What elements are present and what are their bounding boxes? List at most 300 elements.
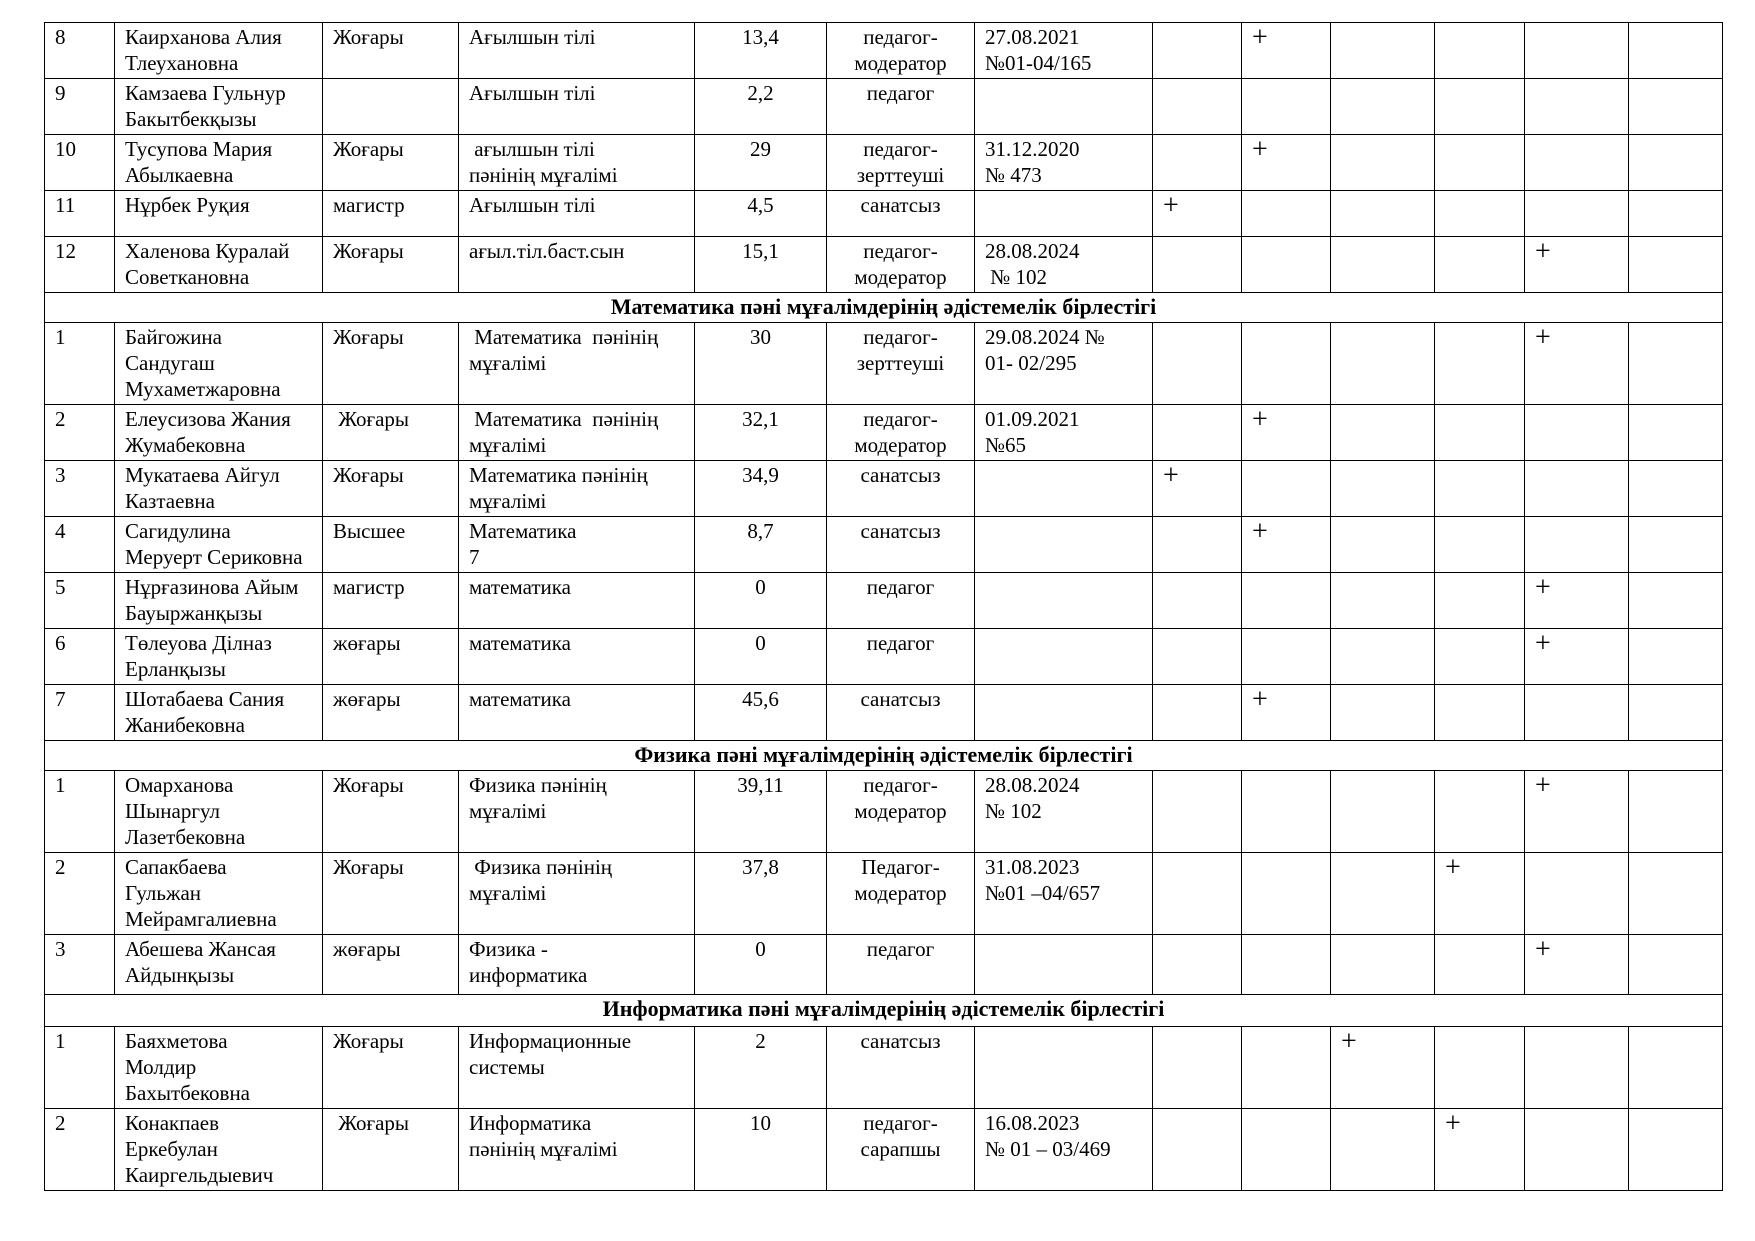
teacher-name-line: Казтаевна: [125, 489, 215, 513]
qualification-category: [827, 935, 975, 995]
section-header-physics: [45, 741, 1723, 771]
mark-cell-6: [1629, 23, 1723, 79]
row-number: 9: [45, 79, 115, 135]
mark-cell-4: [1435, 405, 1525, 461]
order-date-number: [975, 935, 1153, 995]
mark-cell-5: [1525, 23, 1629, 79]
mark-cell-2: [1242, 237, 1331, 293]
qualification-category: [827, 629, 975, 685]
subject: [459, 79, 695, 135]
teacher-name-line: Сагидулина: [125, 519, 231, 543]
order-line: №01-04/165: [985, 51, 1092, 75]
row-number: 1: [45, 771, 115, 853]
subject-line: Математика пәнінің: [469, 407, 659, 431]
mark-cell-6: [1629, 573, 1723, 629]
row-number: 10: [45, 135, 115, 191]
mark-cell-2: [1242, 1109, 1331, 1191]
category-line: педагог-: [863, 407, 938, 431]
table-row: [45, 461, 1723, 517]
table-row: [45, 1109, 1723, 1191]
teacher-name-line: Айдынқызы: [125, 963, 235, 987]
mark-cell-5: [1525, 79, 1629, 135]
mark-cell-4: [1435, 573, 1525, 629]
subject: [459, 405, 695, 461]
mark-cell-5: [1525, 135, 1629, 191]
teacher-name: [115, 405, 323, 461]
order-date-number: [975, 853, 1153, 935]
section-title: Информатика пәні мұғалімдерінің әдістемелік бірлестігі: [45, 995, 1723, 1027]
category-line: модератор: [854, 799, 947, 823]
mark-cell-2: [1242, 323, 1331, 405]
teacher-name-line: Советкановна: [125, 265, 250, 289]
teacher-name: [115, 573, 323, 629]
row-number: 4: [45, 517, 115, 573]
order-date-number: [975, 1109, 1153, 1191]
subject-line: информатика: [469, 963, 588, 987]
order-line: 01.09.2021: [985, 407, 1080, 431]
mark-cell-4: [1435, 237, 1525, 293]
teacher-name: [115, 79, 323, 135]
mark-cell-3: +: [1331, 1027, 1435, 1109]
experience-years: 45,6: [695, 685, 827, 741]
mark-cell-4: [1435, 629, 1525, 685]
order-date-number: [975, 191, 1153, 237]
row-number: 5: [45, 573, 115, 629]
qualification-category: [827, 517, 975, 573]
experience-years: 37,8: [695, 853, 827, 935]
subject-line: ағыл.тіл.баст.сын: [469, 239, 625, 263]
teacher-name: [115, 771, 323, 853]
teacher-name-line: Елеусизова Жания: [125, 407, 291, 431]
order-line: №01 –04/657: [985, 881, 1101, 905]
category-line: санатсыз: [860, 463, 941, 487]
subject: [459, 461, 695, 517]
order-line: № 102: [985, 265, 1048, 289]
subject-line: Физика -: [469, 937, 548, 961]
mark-cell-6: [1629, 629, 1723, 685]
row-number: 8: [45, 23, 115, 79]
order-date-number: [975, 685, 1153, 741]
row-number: 12: [45, 237, 115, 293]
mark-cell-3: [1331, 405, 1435, 461]
mark-cell-5: [1525, 685, 1629, 741]
category-line: педагог-: [863, 325, 938, 349]
teachers-table: [44, 22, 1723, 1191]
subject-line: мұғалімі: [469, 351, 547, 375]
mark-cell-3: [1331, 771, 1435, 853]
teacher-name-line: Тлеухановна: [125, 51, 239, 75]
teacher-name: [115, 23, 323, 79]
mark-cell-5: [1525, 517, 1629, 573]
mark-cell-4: +: [1435, 1109, 1525, 1191]
mark-cell-1: [1153, 685, 1242, 741]
mark-cell-3: [1331, 191, 1435, 237]
mark-cell-2: [1242, 853, 1331, 935]
row-number: 2: [45, 853, 115, 935]
mark-cell-2: +: [1242, 405, 1331, 461]
education-level: Высшее: [323, 517, 459, 573]
mark-cell-5: +: [1525, 935, 1629, 995]
education-level: Жоғары: [323, 323, 459, 405]
teacher-name-line: Шотабаева Сания: [125, 687, 285, 711]
subject-line: мұғалімі: [469, 489, 547, 513]
subject-line: мұғалімі: [469, 799, 547, 823]
table-row: [45, 135, 1723, 191]
education-level: магистр: [323, 573, 459, 629]
qualification-category: [827, 685, 975, 741]
order-date-number: [975, 23, 1153, 79]
subject: [459, 629, 695, 685]
category-line: Педагог-: [861, 855, 940, 879]
table-row: [45, 79, 1723, 135]
table-row: [45, 935, 1723, 995]
mark-cell-2: [1242, 629, 1331, 685]
education-level: [323, 79, 459, 135]
mark-cell-4: [1435, 461, 1525, 517]
mark-cell-3: [1331, 573, 1435, 629]
teacher-name-line: Каиргельдыевич: [125, 1163, 274, 1187]
experience-years: 2,2: [695, 79, 827, 135]
category-line: педагог-: [863, 239, 938, 263]
mark-cell-1: [1153, 135, 1242, 191]
teacher-name: [115, 685, 323, 741]
order-line: 16.08.2023: [985, 1111, 1080, 1135]
teacher-name: [115, 323, 323, 405]
category-line: модератор: [854, 265, 947, 289]
order-line: №65: [985, 433, 1027, 457]
education-level: Жоғары: [323, 853, 459, 935]
teacher-name-line: Камзаева Гульнур: [125, 81, 286, 105]
mark-cell-4: [1435, 1027, 1525, 1109]
subject: [459, 573, 695, 629]
education-level: Жоғары: [323, 771, 459, 853]
order-line: 28.08.2024: [985, 239, 1080, 263]
teacher-name: [115, 191, 323, 237]
mark-cell-2: [1242, 461, 1331, 517]
education-level: Жоғары: [323, 405, 459, 461]
experience-years: 32,1: [695, 405, 827, 461]
mark-cell-4: +: [1435, 853, 1525, 935]
order-date-number: [975, 405, 1153, 461]
category-line: сарапшы: [860, 1137, 941, 1161]
teacher-name: [115, 1027, 323, 1109]
teacher-name-line: Жанибековна: [125, 713, 245, 737]
mark-cell-3: [1331, 237, 1435, 293]
mark-cell-3: [1331, 935, 1435, 995]
category-line: педагог-: [863, 773, 938, 797]
qualification-category: [827, 323, 975, 405]
experience-years: 39,11: [695, 771, 827, 853]
mark-cell-2: [1242, 935, 1331, 995]
table-row: [45, 771, 1723, 853]
order-line: 01- 02/295: [985, 351, 1077, 375]
subject: [459, 771, 695, 853]
subject-line: Математика пәнінің: [469, 463, 648, 487]
order-line: 28.08.2024: [985, 773, 1080, 797]
mark-cell-4: [1435, 771, 1525, 853]
mark-cell-2: +: [1242, 135, 1331, 191]
category-line: педагог: [866, 631, 935, 655]
mark-cell-2: [1242, 79, 1331, 135]
mark-cell-2: +: [1242, 517, 1331, 573]
teacher-name: [115, 935, 323, 995]
teacher-name: [115, 517, 323, 573]
table-row: [45, 237, 1723, 293]
subject-line: ағылшын тілі: [469, 137, 595, 161]
order-date-number: [975, 1027, 1153, 1109]
mark-cell-5: [1525, 1109, 1629, 1191]
teacher-name-line: Сандугаш: [125, 351, 215, 375]
qualification-category: [827, 1027, 975, 1109]
education-level: жөғары: [323, 685, 459, 741]
mark-cell-4: [1435, 517, 1525, 573]
mark-cell-1: [1153, 405, 1242, 461]
experience-years: 13,4: [695, 23, 827, 79]
table-row: [45, 517, 1723, 573]
education-level: магистр: [323, 191, 459, 237]
mark-cell-4: [1435, 685, 1525, 741]
teacher-name-line: Төлеуова Ділназ: [125, 631, 272, 655]
order-line: № 01 – 03/469: [985, 1137, 1111, 1161]
mark-cell-5: [1525, 1027, 1629, 1109]
category-line: педагог-: [863, 1111, 938, 1135]
order-line: 31.12.2020: [985, 137, 1080, 161]
mark-cell-4: [1435, 23, 1525, 79]
mark-cell-2: [1242, 573, 1331, 629]
category-line: санатсыз: [860, 193, 941, 217]
education-level: Жоғары: [323, 1109, 459, 1191]
mark-cell-3: [1331, 79, 1435, 135]
mark-cell-6: [1629, 323, 1723, 405]
teacher-name-line: Бауыржанқызы: [125, 601, 263, 625]
teacher-name-line: Бакытбекқызы: [125, 107, 257, 131]
order-date-number: [975, 629, 1153, 685]
mark-cell-5: +: [1525, 629, 1629, 685]
order-date-number: [975, 237, 1153, 293]
subject-line: Физика пәнінің: [469, 855, 613, 879]
subject: [459, 1027, 695, 1109]
row-number: 11: [45, 191, 115, 237]
teacher-name-line: Каирханова Алия: [125, 25, 282, 49]
teacher-name-line: Меруерт Сериковна: [125, 545, 303, 569]
mark-cell-5: +: [1525, 323, 1629, 405]
table-row: [45, 853, 1723, 935]
mark-cell-3: [1331, 853, 1435, 935]
mark-cell-2: [1242, 771, 1331, 853]
education-level: жөғары: [323, 935, 459, 995]
table-row: [45, 573, 1723, 629]
row-number: 7: [45, 685, 115, 741]
table-row: [45, 191, 1723, 237]
mark-cell-1: [1153, 323, 1242, 405]
mark-cell-5: +: [1525, 573, 1629, 629]
subject: [459, 323, 695, 405]
mark-cell-3: [1331, 517, 1435, 573]
order-date-number: [975, 461, 1153, 517]
order-line: № 102: [985, 799, 1042, 823]
mark-cell-3: [1331, 1109, 1435, 1191]
qualification-category: [827, 191, 975, 237]
education-level: Жоғары: [323, 461, 459, 517]
row-number: 2: [45, 1109, 115, 1191]
qualification-category: [827, 461, 975, 517]
teacher-name-line: Молдир: [125, 1055, 197, 1079]
mark-cell-4: [1435, 323, 1525, 405]
mark-cell-1: +: [1153, 461, 1242, 517]
row-number: 1: [45, 1027, 115, 1109]
teacher-name-line: Нұрғазинова Айым: [125, 575, 299, 599]
subject: [459, 135, 695, 191]
order-date-number: [975, 517, 1153, 573]
experience-years: 0: [695, 935, 827, 995]
education-level: Жоғары: [323, 23, 459, 79]
education-level: Жоғары: [323, 1027, 459, 1109]
mark-cell-6: [1629, 79, 1723, 135]
order-line: 31.08.2023: [985, 855, 1080, 879]
teacher-name-line: Сапакбаева: [125, 855, 227, 879]
teacher-name-line: Бахытбековна: [125, 1081, 251, 1105]
teacher-name-line: Нұрбек Руқия: [125, 193, 250, 217]
mark-cell-4: [1435, 935, 1525, 995]
mark-cell-1: [1153, 237, 1242, 293]
mark-cell-5: +: [1525, 771, 1629, 853]
table-row: [45, 685, 1723, 741]
section-header-math: [45, 293, 1723, 323]
mark-cell-1: [1153, 573, 1242, 629]
mark-cell-1: [1153, 1109, 1242, 1191]
order-date-number: [975, 79, 1153, 135]
category-line: педагог: [866, 575, 935, 599]
category-line: санатсыз: [860, 519, 941, 543]
mark-cell-5: [1525, 405, 1629, 461]
mark-cell-1: +: [1153, 191, 1242, 237]
experience-years: 34,9: [695, 461, 827, 517]
mark-cell-1: [1153, 771, 1242, 853]
mark-cell-3: [1331, 461, 1435, 517]
qualification-category: [827, 23, 975, 79]
subject: [459, 935, 695, 995]
subject-line: математика: [469, 687, 571, 711]
mark-cell-6: [1629, 461, 1723, 517]
mark-cell-6: [1629, 517, 1723, 573]
subject-line: Ағылшын тілі: [469, 193, 596, 217]
mark-cell-2: +: [1242, 23, 1331, 79]
education-level: жөғары: [323, 629, 459, 685]
mark-cell-1: [1153, 23, 1242, 79]
subject: [459, 685, 695, 741]
mark-cell-4: [1435, 135, 1525, 191]
experience-years: 4,5: [695, 191, 827, 237]
teacher-name: [115, 461, 323, 517]
mark-cell-6: [1629, 237, 1723, 293]
mark-cell-6: [1629, 685, 1723, 741]
subject-line: математика: [469, 575, 571, 599]
order-date-number: [975, 573, 1153, 629]
category-line: зерттеуші: [856, 351, 945, 375]
row-number: 3: [45, 461, 115, 517]
mark-cell-4: [1435, 79, 1525, 135]
subject-line: пәнінің мұғалімі: [469, 163, 618, 187]
mark-cell-3: [1331, 629, 1435, 685]
teacher-name-line: Гульжан: [125, 881, 202, 905]
teacher-name-line: Мейрамгалиевна: [125, 907, 277, 931]
teacher-name: [115, 853, 323, 935]
row-number: 1: [45, 323, 115, 405]
mark-cell-2: [1242, 1027, 1331, 1109]
experience-years: 29: [695, 135, 827, 191]
mark-cell-3: [1331, 323, 1435, 405]
table-row: [45, 405, 1723, 461]
experience-years: 0: [695, 629, 827, 685]
qualification-category: [827, 853, 975, 935]
order-line: № 473: [985, 163, 1042, 187]
qualification-category: [827, 405, 975, 461]
mark-cell-5: [1525, 853, 1629, 935]
teacher-name-line: Мухаметжаровна: [125, 377, 281, 401]
table-row: [45, 629, 1723, 685]
mark-cell-3: [1331, 135, 1435, 191]
teacher-name-line: Омарханова: [125, 773, 234, 797]
subject-line: математика: [469, 631, 571, 655]
teacher-name: [115, 1109, 323, 1191]
category-line: санатсыз: [860, 1029, 941, 1053]
category-line: педагог: [866, 81, 935, 105]
mark-cell-1: [1153, 853, 1242, 935]
experience-years: 30: [695, 323, 827, 405]
qualification-category: [827, 135, 975, 191]
subject: [459, 1109, 695, 1191]
qualification-category: [827, 573, 975, 629]
mark-cell-2: +: [1242, 685, 1331, 741]
mark-cell-6: [1629, 135, 1723, 191]
teacher-name-line: Тусупова Мария: [125, 137, 273, 161]
category-line: модератор: [854, 51, 947, 75]
mark-cell-4: [1435, 191, 1525, 237]
subject-line: 7: [469, 545, 480, 569]
teacher-name-line: Байгожина: [125, 325, 222, 349]
experience-years: 15,1: [695, 237, 827, 293]
mark-cell-6: [1629, 853, 1723, 935]
table-row: [45, 23, 1723, 79]
teacher-name-line: Абылкаевна: [125, 163, 234, 187]
mark-cell-5: +: [1525, 237, 1629, 293]
teacher-name-line: Халенова Куралай: [125, 239, 290, 263]
mark-cell-3: [1331, 685, 1435, 741]
table-row: [45, 1027, 1723, 1109]
order-date-number: [975, 135, 1153, 191]
qualification-category: [827, 237, 975, 293]
subject-line: Ағылшын тілі: [469, 81, 596, 105]
category-line: модератор: [854, 433, 947, 457]
teacher-name-line: Конакпаев: [125, 1111, 220, 1135]
subject-line: Ағылшын тілі: [469, 25, 596, 49]
teacher-name-line: Баяхметова: [125, 1029, 228, 1053]
mark-cell-6: [1629, 935, 1723, 995]
category-line: зерттеуші: [856, 163, 945, 187]
subject-line: Информатика: [469, 1111, 592, 1135]
mark-cell-5: [1525, 461, 1629, 517]
subject-line: пәнінің мұғалімі: [469, 1137, 618, 1161]
subject: [459, 237, 695, 293]
section-title: Физика пәні мұғалімдерінің әдістемелік бірлестігі: [45, 741, 1723, 771]
order-date-number: [975, 323, 1153, 405]
subject: [459, 23, 695, 79]
experience-years: 0: [695, 573, 827, 629]
mark-cell-3: [1331, 23, 1435, 79]
category-line: педагог-: [863, 25, 938, 49]
subject: [459, 517, 695, 573]
order-line: 29.08.2024 №: [985, 325, 1105, 349]
